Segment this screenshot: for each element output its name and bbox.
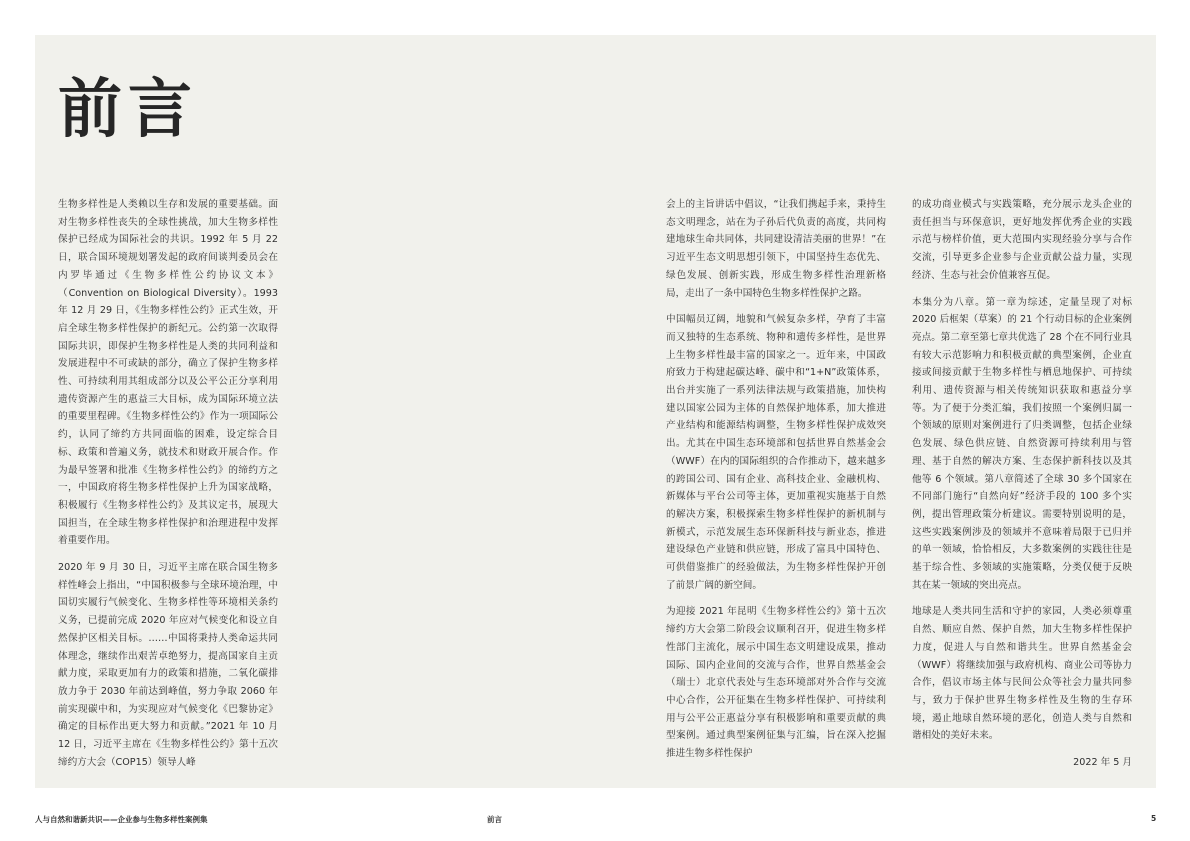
text-column-3 <box>912 196 1132 772</box>
date-line: 2022 年 5 月 <box>1073 757 1132 769</box>
paragraph: 中国幅员辽阔，地貌和气候复杂多样，孕育了丰富而又独特的生态系统、物种和遗传多样性，是世界上生物多样性最丰富的国家之一。近年来，中国政府致力于构建起碳达峰、碳中和“1+N”政策体系，出台并实施了一系列法律法规与政策措施，加快构建以国家公园为主体的自然保护地体系，加大推进产业结构和能源结构调整，生物多样性保护成效突出。尤其在中国生态环境部和包括世界自然基金会（WWF）在内的国际组织的合作推动下，越来越多的跨国公司、国有企业、高科技企业、金融机构、新媒体与平台公司等主体，更加重视实施基于自然的解决方案，积极探索生物多样性保护的新机制与新模式，示范发展生态环保新科技与新业态，推进建设绿色产业链和供应链，形成了富具中国特色、可供借鉴推广的经验做法，为生物多样性保护开创了前景广阔的新空间。 <box>666 314 886 591</box>
text-column-2 <box>666 196 886 772</box>
publication-title: 人与自然和谐新共识——企业参与生物多样性案例集 <box>35 815 208 824</box>
paragraph: 本集分为八章。第一章为综述，定量呈现了对标 2020 后框架（草案）的 21 个行动目标的企业案例亮点。第二章至第七章共优选了 28 个在不同行业具有较大示范影响力和积极贡献的典型案例，企业直接或间接贡献于生物多样性与栖息地保护、可持续利用、遗传资源与相关传统知识获取和惠益分享等。为了便于分类汇编，我们按照一个案例归属一个领域的原则对案例进行了归类调整，包括企业绿色发展、绿色供应链、自然资源可持续利用与管理、基于自然的解决方案、生态保护新科技以及其他等 6 个领域。第八章简述了全球 30 多个国家在不同部门施行“自然向好”经济手段的 100 多个实例，提出管理政策分析建议。需要特别说明的是，这些实践案例涉及的领域并不意味着局限于已归并的单一领域，恰恰相反，大多数案例的实践往往是基于综合性、多领域的实施策略，分类仅便于反映其在某一领域的突出亮点。 <box>912 296 1132 591</box>
paragraph: 生物多样性是人类赖以生存和发展的重要基础。面对生物多样性丧失的全球性挑战，加大生物多样性保护已经成为国际社会的共识。1992 年 5 月 22 日，联合国环境规划署发起的政府间谈判委员会在内罗毕通过《生物多样性公约协议文本》（Convention on Biological Diversity）。1993 年 12 月 29 日，《生物多样性公约》正式生效，开启全球生物多样性保护的新纪元。公约第一次取得国际共识，即保护生物多样性是人类的共同利益和发展进程中不可或缺的部分，确立了保护生物多样性、可持续利用其组成部分以及公平公正分享利用遗传资源产生的惠益三大目标，成为国际环境立法的重要里程碑。《生物多样性公约》作为一项国际公约，认同了缔约方共同面临的困难，设定综合目标、政策和普遍义务，就技术和财政开展合作。作为最早签署和批准《生物多样性公约》的缔约方之一，中国政府将生物多样性保护上升为国家战略，积极履行《生物多样性公约》及其议定书，展现大国担当，在全球生物多样性保护和治理进程中发挥着重要作用。 <box>58 199 278 547</box>
paragraph: 地球是人类共同生活和守护的家园，人类必须尊重自然、顺应自然、保护自然，加大生物多样性保护力度，促进人与自然和谐共生。世界自然基金会（WWF）将继续加强与政府机构、商业公司等协力合作，倡议市场主体与民间公众等社会力量共同参与，致力于保护世界生物多样性及生物的生存环境，遏止地球自然环境的恶化，创造人类与自然和谐相处的美好未来。 <box>912 606 1132 742</box>
paragraph: 会上的主旨讲话中倡议，“让我们携起手来，秉持生态文明理念，站在为子孙后代负责的高度，共同构建地球生命共同体，共同建设清洁美丽的世界！”在习近平生态文明思想引领下，中国坚持生态优先、绿色发展、创新实践，形成生物多样性治理新格局，走出了一条中国特色生物多样性保护之路。 <box>666 199 886 299</box>
paragraph: 为迎接 2021 年昆明《生物多样性公约》第十五次缔约方大会第二阶段会议顺利召开，促进生物多样性部门主流化，展示中国生态文明建设成果，推动国际、国内企业间的交流与合作，世界自然基金会（瑞士）北京代表处与生态环境部对外合作与交流中心合作，公开征集在生物多样性保护、可持续利用与公平公正惠益分享有积极影响和重要贡献的典型案例。通过典型案例征集与汇编，旨在深入挖掘推进生物多样性保护 <box>666 606 886 760</box>
text-column-1 <box>58 196 278 781</box>
page-title: 前言 <box>58 73 198 147</box>
page-number: 5 <box>1151 814 1157 823</box>
paragraph: 的成功商业模式与实践策略，充分展示龙头企业的责任担当与环保意识，更好地发挥优秀企业的实践示范与榜样价值，更大范围内实现经验分享与合作交流，引导更多企业参与企业贡献公益力量，实现经济、生态与社会价值兼容互促。 <box>912 199 1132 281</box>
paragraph: 2020 年 9 月 30 日，习近平主席在联合国生物多样性峰会上指出，“中国积极参与全球环境治理，中国切实履行气候变化、生物多样性等环境相关条约义务，已提前完成 2020 年应对气候变化和设立自然保护区相关目标。……中国将秉持人类命运共同体理念，继续作出艰苦卓绝努力，提高国家自主贡献力度，采取更加有力的政策和措施，二氧化碳排放力争于 2030 年前达到峰值，努力争取 2060 年前实现碳中和，为实现应对气候变化《巴黎协定》确定的目标作出更大努力和贡献。”2021 年 10 月 12 日，习近平主席在《生物多样性公约》第十五次缔约方大会（COP15）领导人峰 <box>58 562 278 768</box>
